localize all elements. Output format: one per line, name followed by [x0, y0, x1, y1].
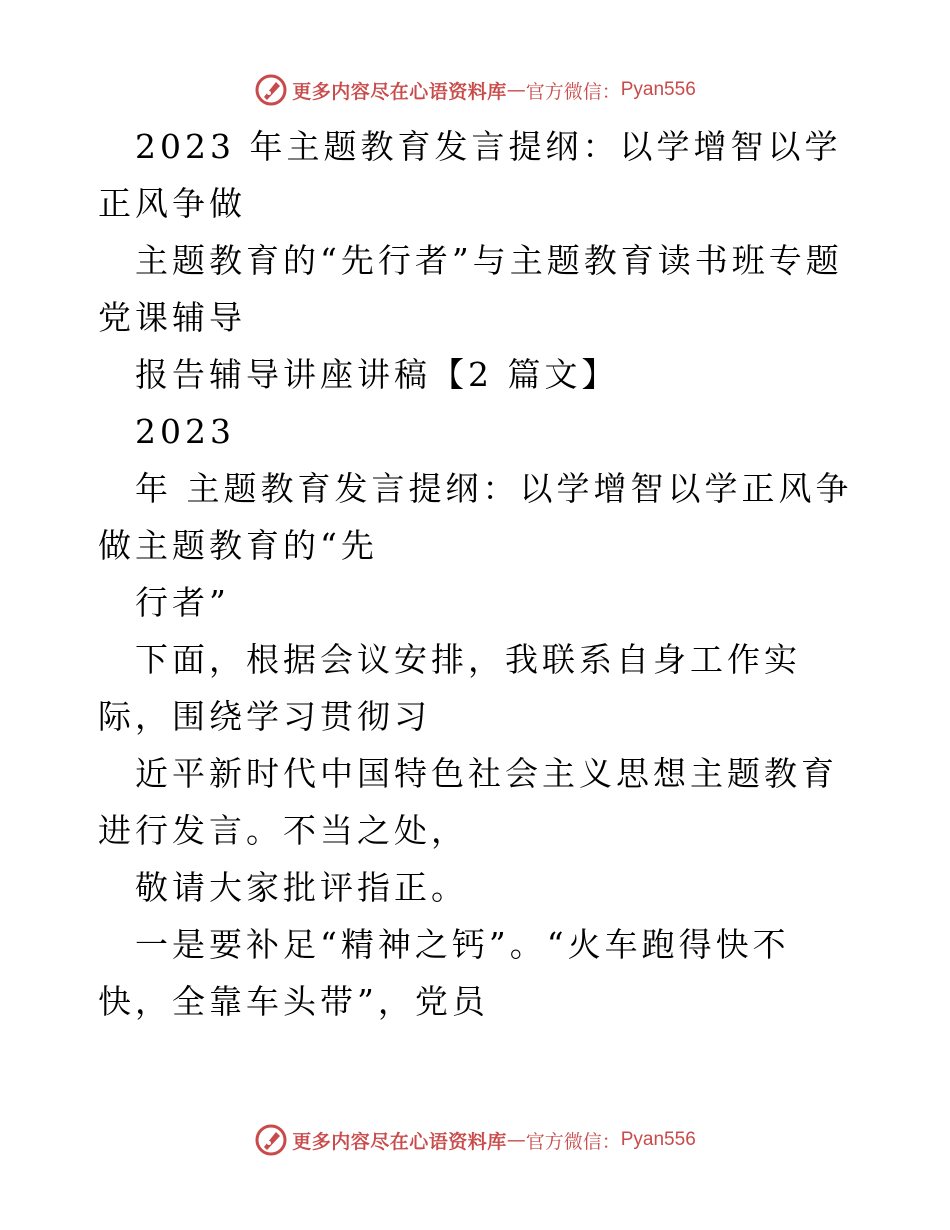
watermark-separator: —: [506, 1129, 526, 1151]
pen-nib-icon: [254, 1123, 288, 1157]
watermark-separator: —: [506, 79, 526, 101]
footer-watermark: [0, 1120, 950, 1160]
body-paragraph: 下面，根据会议安排，我联系自身工作实际，围绕学习贯彻习: [98, 640, 801, 736]
watermark-text: 更多内容尽在心语资料库: [292, 1130, 507, 1153]
header-watermark: [0, 70, 950, 110]
title-line-2: 主题教育的“先行者”与主题教育读书班专题党课辅导: [98, 241, 843, 337]
body-paragraph: 敬请大家批评指正。: [135, 868, 468, 907]
pen-nib-icon: [254, 73, 288, 107]
body-paragraph: 近平新时代中国特色社会主义思想主题教育进行发言。不当之处，: [98, 754, 838, 850]
watermark-wechat-id: Pyan556: [620, 1129, 696, 1150]
subtitle-line: 年 主题教育发言提纲：以学增智以学正风争做主题教育的“先: [98, 469, 853, 565]
document-body: [98, 118, 858, 1030]
subtitle-year: 2023: [135, 412, 235, 451]
watermark-wechat-label: 官方微信：: [525, 80, 621, 103]
title-line-1: 2023 年主题教育发言提纲：以学增智以学正风争做: [98, 127, 842, 223]
body-paragraph: 一是要补足“精神之钙”。“火车跑得快不快，全靠车头带”，党员: [98, 925, 790, 1021]
subtitle-line-end: 行者”: [135, 583, 230, 622]
watermark-wechat-id: Pyan556: [620, 79, 696, 100]
title-line-3: 报告辅导讲座讲稿【2 篇文】: [135, 355, 619, 394]
watermark-wechat-label: 官方微信：: [525, 1130, 621, 1153]
watermark-text: 更多内容尽在心语资料库: [292, 80, 507, 103]
